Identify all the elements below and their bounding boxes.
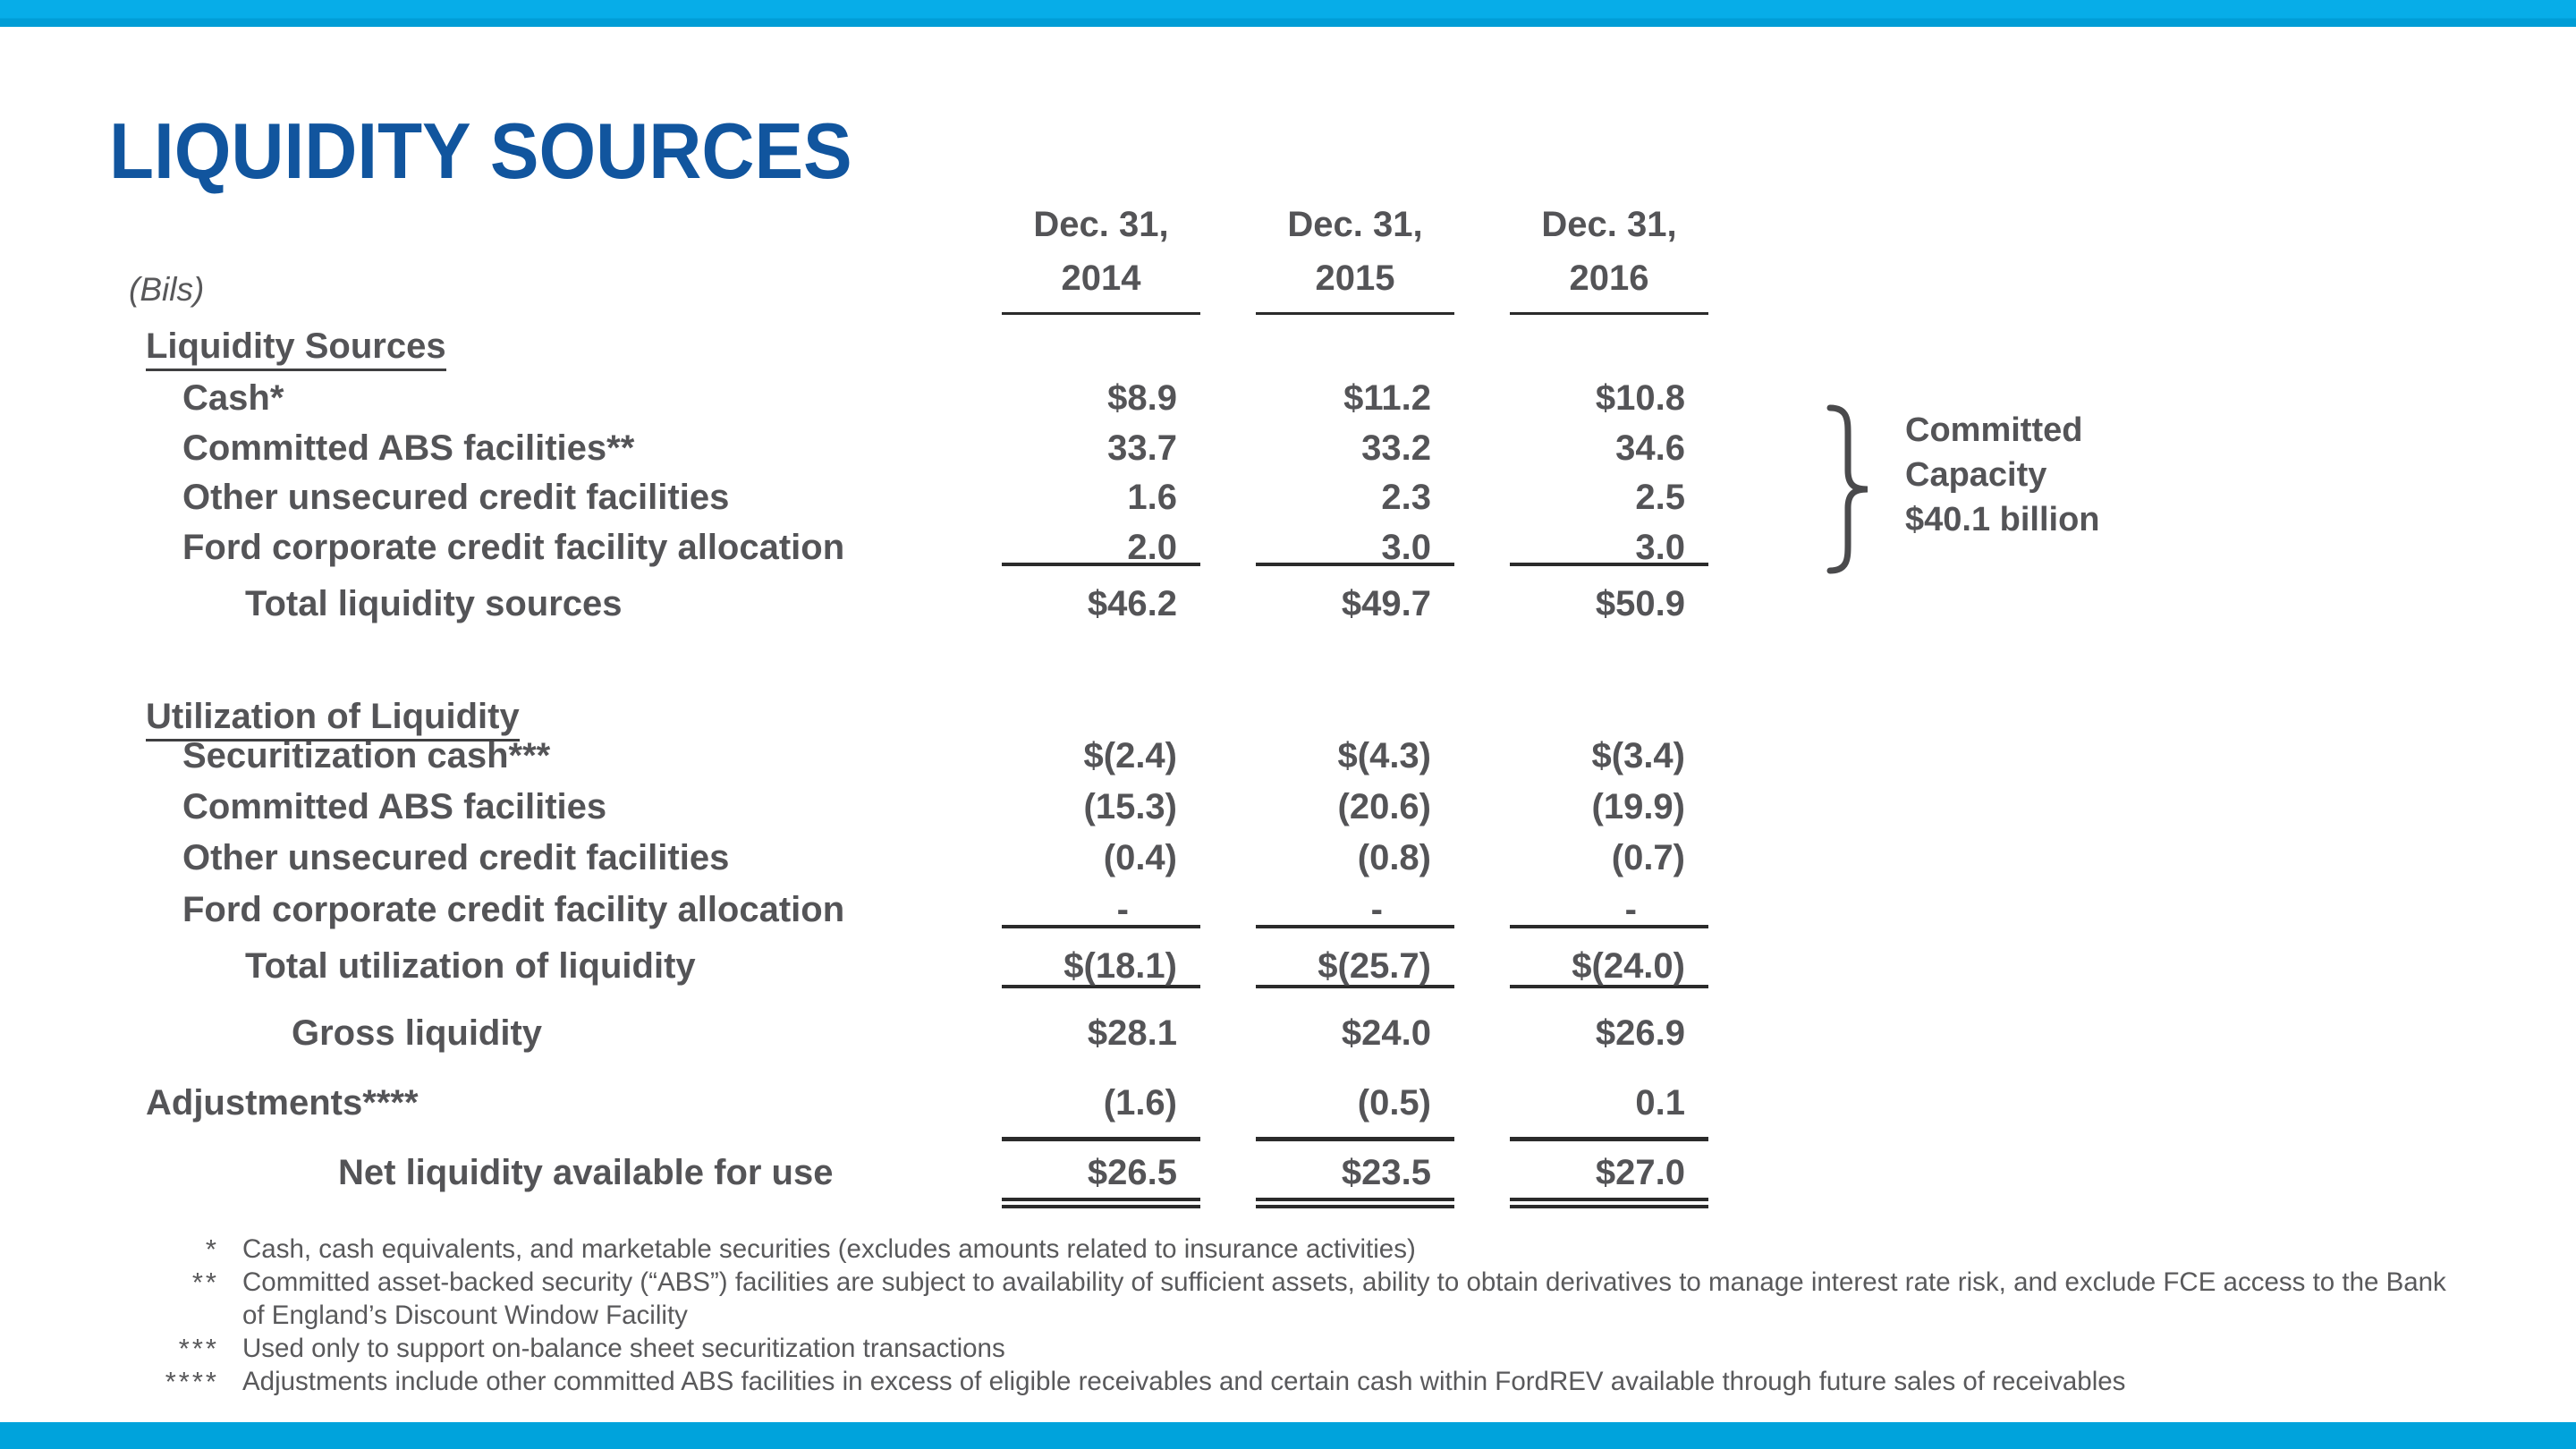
footnote-1 (0, 1233, 2504, 1266)
row-label-total-liquidity-sources: Total liquidity sources (245, 584, 623, 623)
cell-net-value: $23.5 (1256, 1137, 1454, 1208)
cell-value: (15.3) (1083, 787, 1177, 826)
cell-value: $(3.4) (1591, 736, 1685, 775)
column-period: Dec. 31, (1033, 205, 1169, 244)
row-label-committed-abs-utilization: Committed ABS facilities (182, 787, 607, 826)
footnote-marker: * (205, 1233, 219, 1265)
cell-value: (0.4) (1103, 838, 1177, 877)
row-label-total-utilization: Total utilization of liquidity (245, 946, 696, 986)
row-label-securitization-cash: Securitization cash*** (182, 736, 551, 775)
committed-capacity-annotation (1826, 404, 2100, 574)
cell-value: $(4.3) (1337, 736, 1431, 775)
section-header-utilization: Utilization of Liquidity (0, 685, 1708, 735)
cell-value: - (1002, 889, 1200, 928)
cell-value: 3.0 (1256, 527, 1454, 566)
cell-net-value: $26.5 (1002, 1137, 1200, 1208)
bottom-accent-bar (0, 1422, 2576, 1449)
column-period: Dec. 31, (1287, 205, 1423, 244)
cell-value: 2.3 (1381, 478, 1431, 517)
liquidity-table (0, 206, 1708, 1208)
footnote-marker: ** (191, 1267, 219, 1298)
cell-value: $28.1 (1087, 1013, 1177, 1053)
annotation-text (1905, 408, 2100, 542)
cell-value: 2.5 (1635, 478, 1685, 517)
row-label-ford-corporate: Ford corporate credit facility allocation (182, 528, 845, 567)
row-label-other-unsecured: Other unsecured credit facilities (182, 478, 730, 517)
units-cell (0, 206, 946, 315)
cell-value: 34.6 (1615, 428, 1685, 468)
cell-value: - (1256, 889, 1454, 928)
annotation-line-3: $40.1 billion (1905, 501, 2100, 538)
cell-value: 3.0 (1510, 527, 1708, 566)
column-header-2014 (1002, 206, 1200, 315)
cell-total-value: $46.2 (1087, 584, 1177, 623)
row-label-other-unsecured-utilization: Other unsecured credit facilities (182, 838, 730, 877)
column-header-2015 (1256, 206, 1454, 315)
cell-value: $24.0 (1341, 1013, 1431, 1053)
annotation-line-2: Capacity (1905, 456, 2047, 494)
cell-total-value: $49.7 (1341, 584, 1431, 623)
column-year: 2014 (1061, 258, 1141, 298)
column-year: 2016 (1569, 258, 1649, 298)
cell-value: $10.8 (1595, 378, 1685, 418)
cell-value: (0.7) (1611, 838, 1685, 877)
footnote-text: Adjustments include other committed ABS facilities in excess of eligible receivables and certain cash within FordREV available through future sales of receivables (242, 1367, 2126, 1396)
annotation-line-1: Committed (1905, 411, 2083, 449)
cell-value: (1.6) (1103, 1083, 1177, 1123)
footnote-marker: *** (178, 1333, 219, 1364)
column-header-2016 (1510, 206, 1708, 315)
footnote-3 (0, 1332, 2504, 1365)
cell-value: (0.8) (1357, 838, 1431, 877)
cell-value: (19.9) (1591, 787, 1685, 826)
column-period: Dec. 31, (1541, 205, 1677, 244)
section-spacer (0, 634, 1708, 685)
cell-value: 33.7 (1107, 428, 1177, 468)
row-label-ford-corporate-utilization: Ford corporate credit facility allocation (182, 890, 845, 929)
cell-total-value: $(24.0) (1510, 928, 1708, 988)
section-header-liquidity-sources: Liquidity Sources (0, 315, 1708, 377)
cell-net-value: $27.0 (1510, 1137, 1708, 1208)
cell-value: (20.6) (1337, 787, 1431, 826)
row-label-gross-liquidity: Gross liquidity (292, 1013, 543, 1053)
units-label: (Bils) (129, 271, 205, 309)
cell-value: $11.2 (1343, 378, 1431, 418)
page-title: LIQUIDITY SOURCES (109, 106, 852, 195)
cell-value: (0.5) (1357, 1083, 1431, 1123)
cell-value: 33.2 (1361, 428, 1431, 468)
cell-value: $26.9 (1595, 1013, 1685, 1053)
footnote-4 (0, 1365, 2504, 1398)
cell-value: $(2.4) (1083, 736, 1177, 775)
cell-value: $8.9 (1107, 378, 1177, 418)
footnote-text: Committed asset-backed security (“ABS”) facilities are subject to availability of sufficient assets, ability to obtain derivatives to manage interest rate risk, and exclude FCE access to the Bank of England’s Discount Window Facility (242, 1267, 2446, 1330)
cell-total-value: $50.9 (1595, 584, 1685, 623)
cell-total-value: $(18.1) (1002, 928, 1200, 988)
cell-value: - (1510, 889, 1708, 928)
row-label-adjustments: Adjustments**** (146, 1083, 419, 1123)
footnote-text: Cash, cash equivalents, and marketable securities (excludes amounts related to insurance activities) (242, 1234, 1416, 1264)
top-accent-bar (0, 0, 2576, 27)
cell-total-value: $(25.7) (1256, 928, 1454, 988)
footnote-2 (0, 1266, 2504, 1332)
row-label-cash: Cash* (182, 378, 284, 418)
footnote-text: Used only to support on-balance sheet securitization transactions (242, 1334, 1005, 1363)
column-year: 2015 (1315, 258, 1395, 298)
row-label-net-liquidity: Net liquidity available for use (338, 1153, 834, 1192)
row-label-committed-abs: Committed ABS facilities** (182, 428, 635, 468)
footnote-marker: **** (165, 1366, 219, 1397)
cell-value: 1.6 (1127, 478, 1177, 517)
footnotes (0, 1233, 2504, 1398)
curly-brace-icon (1826, 404, 1873, 574)
cell-value: 0.1 (1635, 1083, 1685, 1123)
cell-value: 2.0 (1002, 527, 1200, 566)
